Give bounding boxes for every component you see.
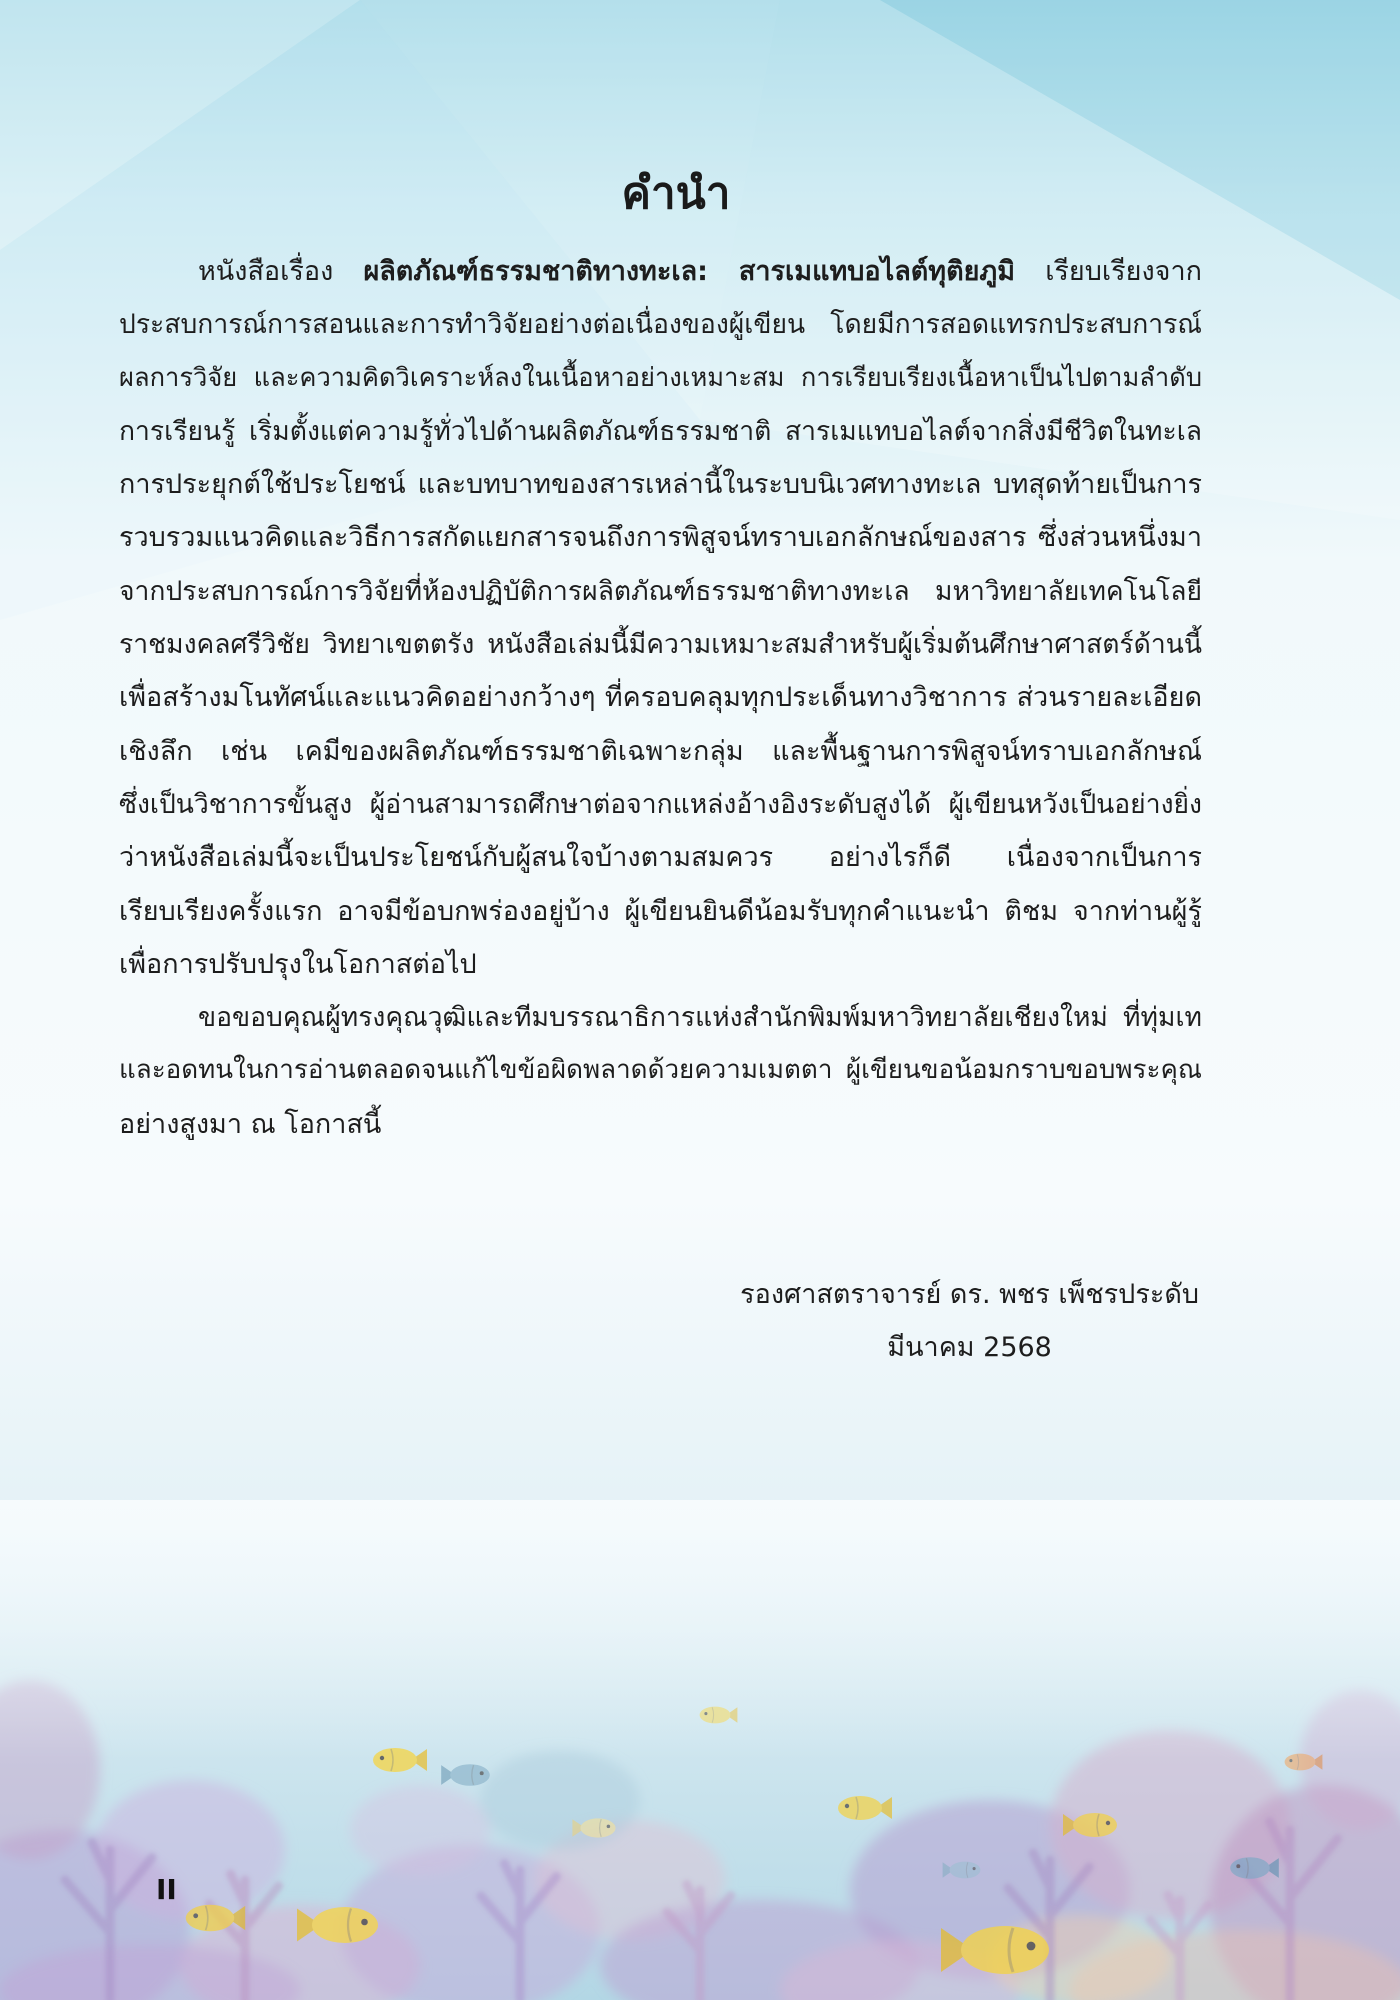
body-line: และอดทนในการอ่านตลอดจนแก้ไขข้อผิดพลาดด้วยความเมตตา ผู้เขียนขอน้อมกราบขอบพระคุณ: [119, 1055, 1202, 1086]
fish-body: [450, 1764, 490, 1786]
fish-body: [700, 1707, 731, 1724]
page-title: คำนำ: [621, 168, 731, 219]
fish-body: [961, 1926, 1049, 1974]
fish-eye: [193, 1913, 198, 1918]
fish-eye: [1027, 1942, 1036, 1951]
line-text: เรียบเรียงจาก: [1045, 256, 1202, 287]
fish-eye: [1236, 1864, 1240, 1868]
body-line: ประสบการณ์การสอนและการทำวิจัยอย่างต่อเนื่องของผู้เขียน โดยมีการสอดแทรกประสบการณ์: [119, 309, 1202, 341]
fish-eye: [380, 1756, 384, 1760]
line-text: หนังสือเรื่อง: [198, 256, 334, 287]
body-line: ผลการวิจัย และความคิดวิเคราะห์ลงในเนื้อหาอย่างเหมาะสม การเรียบเรียงเนื้อหาเป็นไปตามลำดับ: [119, 362, 1202, 393]
fish-body: [950, 1862, 981, 1879]
body-line: ขอขอบคุณผู้ทรงคุณวุฒิและทีมบรรณาธิการแห่งสำนักพิมพ์มหาวิทยาลัยเชียงใหม่ ที่ทุ่มเท: [198, 1002, 1202, 1034]
body-line: [119, 245, 1202, 298]
page-number: II: [156, 1873, 177, 1906]
fish-eye: [704, 1712, 707, 1715]
body-line: การประยุกต์ใช้ประโยชน์ และบทบาทของสารเหล่านี้ในระบบนิเวศทางทะเล บทสุดท้ายเป็นการ: [119, 469, 1202, 501]
signature-block: [740, 1268, 1199, 1374]
water-haze: [0, 1500, 1400, 1760]
paragraph: [119, 245, 1202, 991]
fish-eye: [1106, 1821, 1110, 1825]
fish-body: [1073, 1813, 1117, 1837]
book-title: ผลิตภัณฑ์ธรรมชาติทางทะเล: สารเมแทบอไลต์ทุติยภูมิ: [363, 256, 1016, 287]
coral: [350, 1785, 490, 1875]
preface-body: [119, 245, 1202, 1151]
fish-eye: [1289, 1759, 1292, 1762]
body-line: อย่างสูงมา ณ โอกาสนี้: [119, 1108, 382, 1140]
author-name: รองศาสตราจารย์ ดร. พชร เพ็ชรประดับ: [740, 1279, 1199, 1310]
body-line: จากประสบการณ์การวิจัยที่ห้องปฏิบัติการผลิตภัณฑ์ธรรมชาติทางทะเล มหาวิทยาลัยเทคโนโลยี: [119, 575, 1202, 607]
fish-body: [1285, 1754, 1316, 1771]
body-line: เรียบเรียงครั้งแรก อาจมีข้อบกพร่องอยู่บ้าง ผู้เขียนยินดีน้อมรับทุกคำแนะนำ ติชม จากท่านผู้รู้: [119, 895, 1202, 927]
signature-date: มีนาคม 2568: [887, 1332, 1052, 1363]
body-line: ซึ่งเป็นวิชาการขั้นสูง ผู้อ่านสามารถศึกษาต่อจากแหล่งอ้างอิงระดับสูงได้ ผู้เขียนหวังเป็นอย่างยิ่ง: [119, 788, 1202, 820]
fish-body: [312, 1907, 378, 1943]
fish-body: [838, 1796, 882, 1820]
fish-eye: [973, 1867, 976, 1870]
fish-body: [580, 1818, 615, 1837]
fish-body: [373, 1748, 417, 1772]
fish-eye: [480, 1771, 484, 1775]
fish-body: [1230, 1857, 1270, 1879]
body-line: เพื่อสร้างมโนทัศน์และแนวคิดอย่างกว้างๆ ที่ครอบคลุมทุกประเด็นทางวิชาการ ส่วนรายละเอียด: [119, 682, 1202, 714]
fish-eye: [607, 1825, 611, 1829]
body-line: ราชมงคลศรีวิชัย วิทยาเขตตรัง หนังสือเล่มนี้มีความเหมาะสมสำหรับผู้เริ่มต้นศึกษาศาสตร์ด้านนี้: [119, 629, 1202, 661]
paragraph: [119, 991, 1202, 1151]
body-line: รวบรวมแนวคิดและวิธีการสกัดแยกสารจนถึงการพิสูจน์ทราบเอกลักษณ์ของสาร ซึ่งส่วนหนึ่งมา: [119, 522, 1202, 554]
body-line: ว่าหนังสือเล่มนี้จะเป็นประโยชน์กับผู้สนใจบ้างตามสมควร อย่างไรก็ดี เนื่องจากเป็นการ: [119, 842, 1202, 874]
body-line: การเรียนรู้ เริ่มตั้งแต่ความรู้ทั่วไปด้านผลิตภัณฑ์ธรรมชาติ สารเมแทบอไลต์จากสิ่งมีชีวิตในทะเล: [119, 415, 1202, 447]
fish-eye: [361, 1919, 368, 1926]
coral: [480, 1750, 640, 1850]
fish-body: [186, 1905, 234, 1931]
body-line: เชิงลึก เช่น เคมีของผลิตภัณฑ์ธรรมชาติเฉพาะกลุ่ม และพื้นฐานการพิสูจน์ทราบเอกลักษณ์: [119, 735, 1202, 767]
body-line: เพื่อการปรับปรุงในโอกาสต่อไป: [119, 948, 477, 980]
fish-eye: [845, 1804, 849, 1808]
